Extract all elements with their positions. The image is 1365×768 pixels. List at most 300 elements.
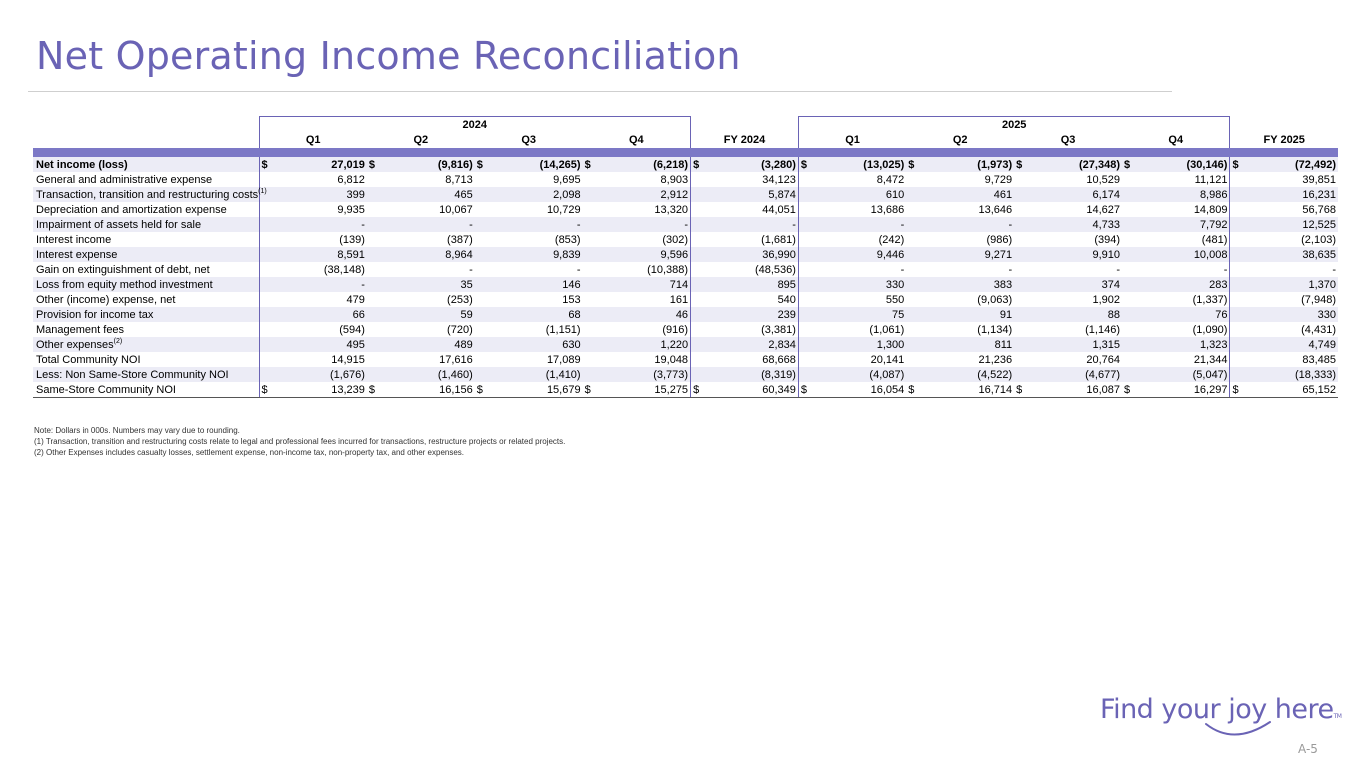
value-cell: 8,986 <box>1133 187 1230 202</box>
value-cell: (1,061) <box>869 323 905 336</box>
currency-cell <box>475 292 486 307</box>
currency-cell <box>906 202 917 217</box>
value-cell: 6,174 <box>1025 187 1122 202</box>
page-number: A-5 <box>1298 742 1318 756</box>
value-cell: 610 <box>810 187 907 202</box>
col-header-q1-2025: Q1 <box>798 132 906 148</box>
currency-cell: $ <box>259 382 270 398</box>
currency-cell <box>906 232 917 247</box>
row-label <box>33 202 259 217</box>
value-cell: 16,297 <box>1133 382 1230 398</box>
table-row <box>33 172 1338 187</box>
footnote-1: (1) Transaction, transition and restructuring costs relate to legal and professional fees incurred for transactions, restructure projects or related projects. <box>34 437 566 446</box>
currency-cell <box>1230 172 1241 187</box>
value-cell: 8,472 <box>876 173 905 186</box>
value-cell: 9,271 <box>918 247 1015 262</box>
value-cell: 20,764 <box>1086 353 1120 366</box>
currency-cell <box>259 292 270 307</box>
currency-cell: $ <box>475 382 486 398</box>
value-cell: 15,679 <box>486 382 583 398</box>
value-cell: 461 <box>918 187 1015 202</box>
currency-cell <box>1230 307 1241 322</box>
currency-cell <box>583 262 594 277</box>
row-label-text: Loss from equity method investment <box>36 278 213 291</box>
header-band <box>33 148 1338 157</box>
currency-cell <box>906 292 917 307</box>
currency-cell <box>906 307 917 322</box>
currency-cell <box>906 277 917 292</box>
footnote-marker: (2) <box>113 337 123 345</box>
table-row <box>33 382 1338 398</box>
row-label <box>33 337 259 352</box>
currency-cell <box>367 172 378 187</box>
row-label <box>33 352 259 367</box>
currency-cell <box>691 217 702 232</box>
row-label <box>33 232 259 247</box>
value-cell: 4,733 <box>1025 217 1122 232</box>
currency-cell <box>1014 172 1025 187</box>
value-cell: (916) <box>594 322 691 337</box>
currency-cell: $ <box>798 157 809 172</box>
value-cell: 10,729 <box>546 203 581 216</box>
currency-cell: $ <box>906 157 917 172</box>
currency-cell <box>259 322 270 337</box>
row-label-text: Other expenses <box>36 338 114 351</box>
value-cell: 19,048 <box>594 352 691 367</box>
currency-cell: $ <box>691 382 702 398</box>
row-label <box>33 247 259 262</box>
currency-cell: $ <box>1014 382 1025 398</box>
value-cell: 12,525 <box>1241 217 1338 232</box>
currency-cell <box>1014 367 1025 382</box>
value-cell: 1,315 <box>1025 337 1122 352</box>
currency-cell <box>691 202 702 217</box>
value-cell: 60,349 <box>702 382 799 398</box>
col-header-q2-2024: Q2 <box>413 134 429 146</box>
currency-cell <box>259 202 270 217</box>
value-cell: 14,627 <box>1086 203 1120 216</box>
currency-cell <box>1122 262 1133 277</box>
value-cell: 1,370 <box>1241 277 1338 292</box>
value-cell: 17,089 <box>546 353 581 366</box>
currency-cell <box>906 262 917 277</box>
currency-cell <box>583 217 594 232</box>
currency-cell: $ <box>583 382 594 398</box>
value-cell: (14,265) <box>486 157 583 172</box>
value-cell: 1,220 <box>594 337 691 352</box>
value-cell: 239 <box>702 307 799 322</box>
currency-cell <box>583 187 594 202</box>
value-cell: 161 <box>594 292 691 307</box>
currency-cell <box>259 247 270 262</box>
table-row <box>33 292 1338 307</box>
value-cell: 1,300 <box>810 337 907 352</box>
value-cell: 630 <box>486 337 583 352</box>
currency-cell <box>259 262 270 277</box>
value-cell: (38,148) <box>323 263 365 276</box>
currency-cell <box>906 172 917 187</box>
currency-cell <box>367 217 378 232</box>
value-cell: 374 <box>1025 277 1122 292</box>
currency-cell <box>1122 367 1133 382</box>
currency-cell <box>798 202 809 217</box>
row-label-text: Less: Non Same-Store Community NOI <box>36 368 229 381</box>
noi-table-container <box>33 116 1338 398</box>
currency-cell <box>259 217 270 232</box>
value-cell: 44,051 <box>762 203 796 216</box>
row-label <box>33 172 259 187</box>
value-cell: (18,333) <box>1241 367 1338 382</box>
currency-cell <box>906 322 917 337</box>
currency-cell <box>691 322 702 337</box>
value-cell: - <box>918 217 1015 232</box>
currency-cell <box>1014 232 1025 247</box>
value-cell: 75 <box>810 307 907 322</box>
currency-cell <box>583 172 594 187</box>
value-cell: (1,681) <box>761 233 796 246</box>
currency-cell <box>475 232 486 247</box>
currency-cell: $ <box>798 382 809 398</box>
value-cell: - <box>900 263 905 276</box>
value-cell: - <box>702 217 799 232</box>
currency-cell <box>259 337 270 352</box>
currency-cell: $ <box>1122 157 1133 172</box>
currency-cell <box>367 322 378 337</box>
currency-cell <box>798 262 809 277</box>
currency-cell <box>798 247 809 262</box>
value-cell: 16,231 <box>1241 187 1338 202</box>
value-cell: - <box>270 277 367 292</box>
currency-cell: $ <box>906 382 917 398</box>
currency-cell <box>1014 352 1025 367</box>
value-cell: 46 <box>594 307 691 322</box>
currency-cell <box>1014 337 1025 352</box>
currency-cell <box>798 337 809 352</box>
value-cell: 399 <box>270 187 367 202</box>
currency-cell <box>583 292 594 307</box>
currency-cell: $ <box>691 157 702 172</box>
table-row <box>33 307 1338 322</box>
currency-cell <box>1014 277 1025 292</box>
row-label-text: Net income (loss) <box>36 158 128 171</box>
row-label-text: Same-Store Community NOI <box>36 383 176 396</box>
currency-cell: $ <box>1014 157 1025 172</box>
value-cell: 13,239 <box>270 382 367 398</box>
value-cell: - <box>378 217 475 232</box>
currency-cell <box>259 367 270 382</box>
value-cell: (8,319) <box>702 367 799 382</box>
table-row <box>33 277 1338 292</box>
row-label-text: Management fees <box>36 323 125 336</box>
value-cell: (72,492) <box>1241 157 1338 172</box>
currency-cell <box>583 232 594 247</box>
tagline-text: Find your joy here <box>1100 694 1334 725</box>
row-label-text: Transaction, transition and restructuring costs <box>36 188 259 201</box>
value-cell: 10,008 <box>1133 247 1230 262</box>
value-cell: 11,121 <box>1133 172 1230 187</box>
currency-cell <box>475 277 486 292</box>
currency-cell <box>1122 292 1133 307</box>
tagline-trademark: TM <box>1333 713 1342 720</box>
value-cell: 17,616 <box>439 353 473 366</box>
page-title: Net Operating Income Reconciliation <box>36 34 741 78</box>
row-label <box>33 187 267 202</box>
currency-cell <box>1122 322 1133 337</box>
currency-cell <box>1230 322 1241 337</box>
value-cell: 9,935 <box>337 203 365 216</box>
currency-cell <box>798 172 809 187</box>
value-cell: 9,729 <box>984 173 1013 186</box>
value-cell: (1,460) <box>378 367 475 382</box>
value-cell: (1,151) <box>545 323 581 336</box>
currency-cell <box>1122 232 1133 247</box>
year-header-2024: 2024 <box>259 117 691 133</box>
currency-cell <box>1230 352 1241 367</box>
table-body <box>33 117 1338 398</box>
currency-cell <box>367 307 378 322</box>
value-cell: 9,695 <box>553 173 581 186</box>
row-label <box>33 382 259 398</box>
year-header-2025: 2025 <box>798 117 1230 133</box>
currency-cell <box>906 217 917 232</box>
currency-cell <box>798 187 809 202</box>
value-cell: 5,874 <box>702 187 799 202</box>
currency-cell <box>691 367 702 382</box>
value-cell: (853) <box>554 233 581 246</box>
currency-cell <box>1230 187 1241 202</box>
currency-cell <box>1122 187 1133 202</box>
col-header-q4-2025: Q4 <box>1122 132 1230 148</box>
currency-cell <box>798 292 809 307</box>
value-cell: - <box>1332 263 1336 276</box>
row-label <box>33 217 259 232</box>
value-cell: 88 <box>1025 307 1122 322</box>
currency-cell <box>259 277 270 292</box>
value-cell: 9,446 <box>810 247 907 262</box>
currency-cell: $ <box>259 157 270 172</box>
currency-cell <box>259 232 270 247</box>
row-label <box>33 292 259 307</box>
value-cell: (1,973) <box>918 157 1015 172</box>
value-cell: (10,388) <box>594 262 691 277</box>
value-cell: (2,103) <box>1301 233 1336 246</box>
value-cell: (139) <box>339 233 365 246</box>
value-cell: (4,522) <box>918 367 1015 382</box>
currency-cell <box>475 172 486 187</box>
table-row <box>33 187 1338 202</box>
value-cell: (9,063) <box>977 293 1013 306</box>
value-cell: - <box>1116 263 1120 276</box>
value-cell: 4,749 <box>1241 337 1338 352</box>
currency-cell <box>1230 202 1241 217</box>
value-cell: (27,348) <box>1025 157 1122 172</box>
currency-cell <box>798 307 809 322</box>
value-cell: 146 <box>486 277 583 292</box>
row-label-text: General and administrative expense <box>36 173 213 186</box>
value-cell: (6,218) <box>594 157 691 172</box>
currency-cell <box>1122 277 1133 292</box>
value-cell: 9,839 <box>486 247 583 262</box>
value-cell: 16,714 <box>918 382 1015 398</box>
value-cell: 479 <box>346 293 365 306</box>
value-cell: 9,910 <box>1025 247 1122 262</box>
value-cell: - <box>469 263 473 276</box>
currency-cell <box>1230 247 1241 262</box>
value-cell: (4,087) <box>810 367 907 382</box>
currency-cell <box>1122 307 1133 322</box>
footnote-general: Note: Dollars in 000s. Numbers may vary due to rounding. <box>34 426 240 435</box>
value-cell: 153 <box>562 293 581 306</box>
value-cell: 330 <box>1241 307 1338 322</box>
value-cell: 83,485 <box>1302 353 1336 366</box>
currency-cell <box>475 262 486 277</box>
value-cell: 16,156 <box>378 382 475 398</box>
value-cell: 1,323 <box>1133 337 1230 352</box>
value-cell: 7,792 <box>1133 217 1230 232</box>
row-label-text: Impairment of assets held for sale <box>36 218 202 231</box>
col-header-fy2025: FY 2025 <box>1263 134 1305 146</box>
currency-cell <box>691 262 702 277</box>
currency-cell <box>798 232 809 247</box>
value-cell: (7,948) <box>1301 293 1336 306</box>
currency-cell <box>691 187 702 202</box>
currency-cell <box>475 337 486 352</box>
currency-cell <box>1014 202 1025 217</box>
currency-cell <box>367 247 378 262</box>
currency-cell: $ <box>367 157 378 172</box>
value-cell: (1,337) <box>1133 292 1230 307</box>
table-row <box>33 322 1338 337</box>
value-cell: 283 <box>1133 277 1230 292</box>
row-label <box>33 277 259 292</box>
value-cell: 14,915 <box>331 353 365 366</box>
value-cell: - <box>270 217 367 232</box>
currency-cell <box>691 292 702 307</box>
value-cell: 1,902 <box>1092 293 1120 306</box>
value-cell: 36,990 <box>702 247 799 262</box>
row-label-text: Other (income) expense, net <box>36 293 176 306</box>
value-cell: (1,146) <box>1085 323 1120 336</box>
value-cell: 2,834 <box>702 337 799 352</box>
currency-cell <box>475 352 486 367</box>
row-label <box>33 307 259 322</box>
col-header-fy2024: FY 2024 <box>723 134 766 146</box>
currency-cell <box>1014 217 1025 232</box>
value-cell: 68 <box>486 307 583 322</box>
currency-cell <box>1122 202 1133 217</box>
value-cell: 550 <box>885 293 905 306</box>
table-row <box>33 157 1338 172</box>
currency-cell <box>1230 232 1241 247</box>
value-cell: 2,098 <box>486 187 583 202</box>
footnotes <box>34 425 565 458</box>
currency-cell <box>1122 172 1133 187</box>
currency-cell <box>475 322 486 337</box>
value-cell: 27,019 <box>270 157 367 172</box>
currency-cell <box>583 307 594 322</box>
value-cell: 13,686 <box>870 203 905 216</box>
currency-cell <box>583 352 594 367</box>
value-cell: 8,591 <box>270 247 367 262</box>
currency-cell: $ <box>1122 382 1133 398</box>
currency-cell <box>906 247 917 262</box>
currency-cell <box>367 202 378 217</box>
currency-cell <box>1230 262 1241 277</box>
value-cell: 8,964 <box>378 247 475 262</box>
value-cell: (5,047) <box>1133 367 1230 382</box>
table-row <box>33 352 1338 367</box>
value-cell: 9,596 <box>594 247 691 262</box>
value-cell: 8,903 <box>594 172 691 187</box>
row-label <box>33 367 259 382</box>
value-cell: 495 <box>270 337 367 352</box>
value-cell: (4,431) <box>1301 323 1336 336</box>
value-cell: 811 <box>918 337 1015 352</box>
currency-cell: $ <box>1230 382 1241 398</box>
noi-reconciliation-table <box>33 116 1338 398</box>
value-cell: 14,809 <box>1133 202 1230 217</box>
table-row <box>33 262 1338 277</box>
currency-cell <box>367 277 378 292</box>
value-cell: 10,529 <box>1086 173 1120 186</box>
value-cell: (242) <box>878 233 905 246</box>
row-label-text: Interest expense <box>36 248 118 261</box>
currency-cell <box>475 187 486 202</box>
currency-cell <box>1014 187 1025 202</box>
currency-cell <box>367 352 378 367</box>
currency-cell <box>691 352 702 367</box>
year-header-row <box>33 117 1338 133</box>
currency-cell <box>798 277 809 292</box>
value-cell: 2,912 <box>594 187 691 202</box>
currency-cell <box>691 277 702 292</box>
table-row <box>33 232 1338 247</box>
currency-cell <box>1122 337 1133 352</box>
value-cell: (1,134) <box>977 323 1013 336</box>
currency-cell <box>583 337 594 352</box>
currency-cell <box>906 187 917 202</box>
table-row <box>33 247 1338 262</box>
value-cell: - <box>486 217 583 232</box>
value-cell: (4,677) <box>1025 367 1122 382</box>
currency-cell: $ <box>583 157 594 172</box>
value-cell: - <box>576 263 581 276</box>
currency-cell <box>1014 307 1025 322</box>
value-cell: 65,152 <box>1241 382 1338 398</box>
row-label-text: Depreciation and amortization expense <box>36 203 227 216</box>
title-divider <box>28 91 1172 92</box>
value-cell: - <box>810 217 907 232</box>
currency-cell <box>475 247 486 262</box>
value-cell: 16,087 <box>1025 382 1122 398</box>
currency-cell <box>1122 247 1133 262</box>
currency-cell <box>583 367 594 382</box>
currency-cell <box>798 217 809 232</box>
value-cell: 21,344 <box>1133 352 1230 367</box>
value-cell: 20,141 <box>870 353 905 366</box>
value-cell: 16,054 <box>810 382 907 398</box>
currency-cell <box>1230 217 1241 232</box>
table-row <box>33 337 1338 352</box>
currency-cell <box>259 352 270 367</box>
currency-cell <box>583 247 594 262</box>
value-cell: 66 <box>270 307 367 322</box>
col-header-q2-2025: Q2 <box>952 134 968 146</box>
currency-cell <box>906 352 917 367</box>
value-cell: 56,768 <box>1302 203 1336 216</box>
footnote-marker: (1) <box>258 187 267 195</box>
col-header-q1-2024: Q1 <box>259 132 367 148</box>
